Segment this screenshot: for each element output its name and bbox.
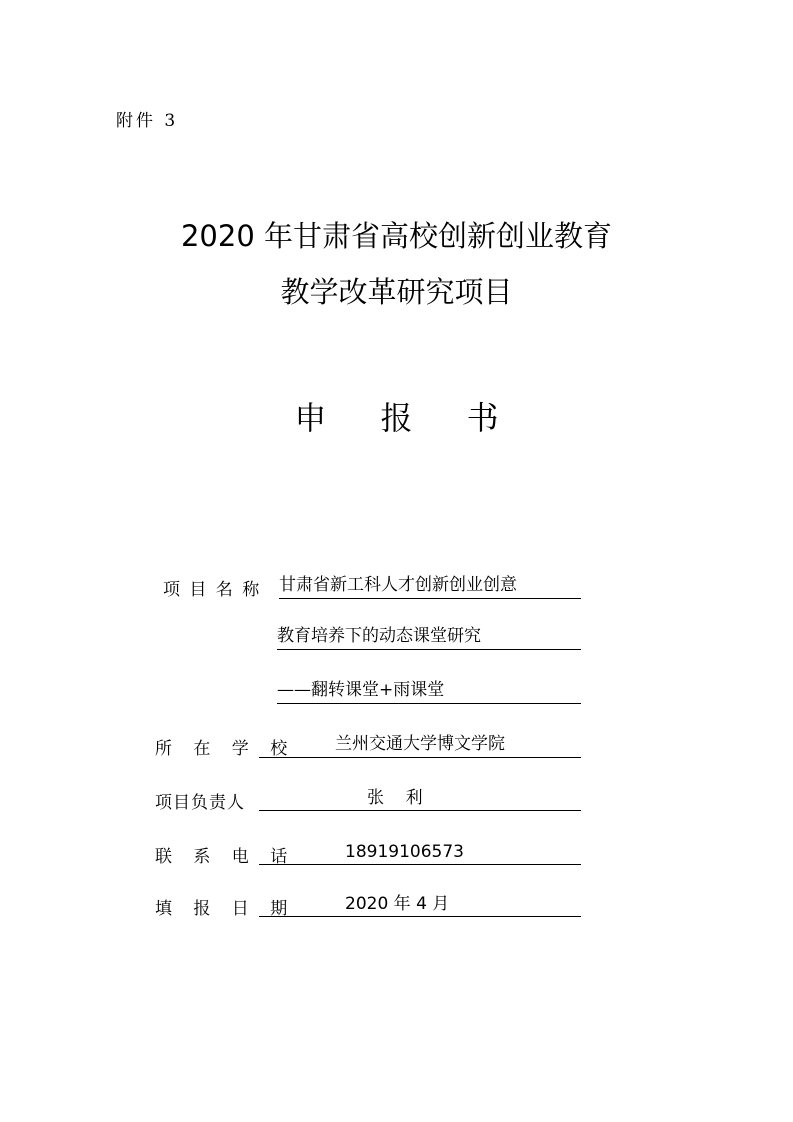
attachment-label: 附件 3 xyxy=(116,111,179,131)
leader-value: 张 利 xyxy=(259,787,581,811)
phone-label: 联 系 电 话 xyxy=(155,847,296,867)
school-label: 所 在 学 校 xyxy=(155,739,296,759)
page-title-line-2: 教学改革研究项目 xyxy=(280,275,513,309)
project-name-line-3: ——翻转课堂+雨课堂 xyxy=(277,679,581,704)
leader-label: 项目负责人 xyxy=(155,793,245,813)
phone-value: 18919106573 xyxy=(259,841,581,865)
school-value: 兰州交通大学博文学院 xyxy=(259,733,581,758)
date-label: 填 报 日 期 xyxy=(155,899,296,919)
project-name-label: 项 目 名 称 xyxy=(163,580,262,600)
project-name-line-2: 教育培养下的动态课堂研究 xyxy=(277,625,581,650)
date-value: 2020 年 4 月 xyxy=(259,893,581,917)
document-type-heading: 申 报 书 xyxy=(294,399,521,437)
page-title-line-1: 2020 年甘肃省高校创新创业教育 xyxy=(180,219,613,253)
project-name-line-1: 甘肃省新工科人才创新创业创意 xyxy=(279,574,581,599)
